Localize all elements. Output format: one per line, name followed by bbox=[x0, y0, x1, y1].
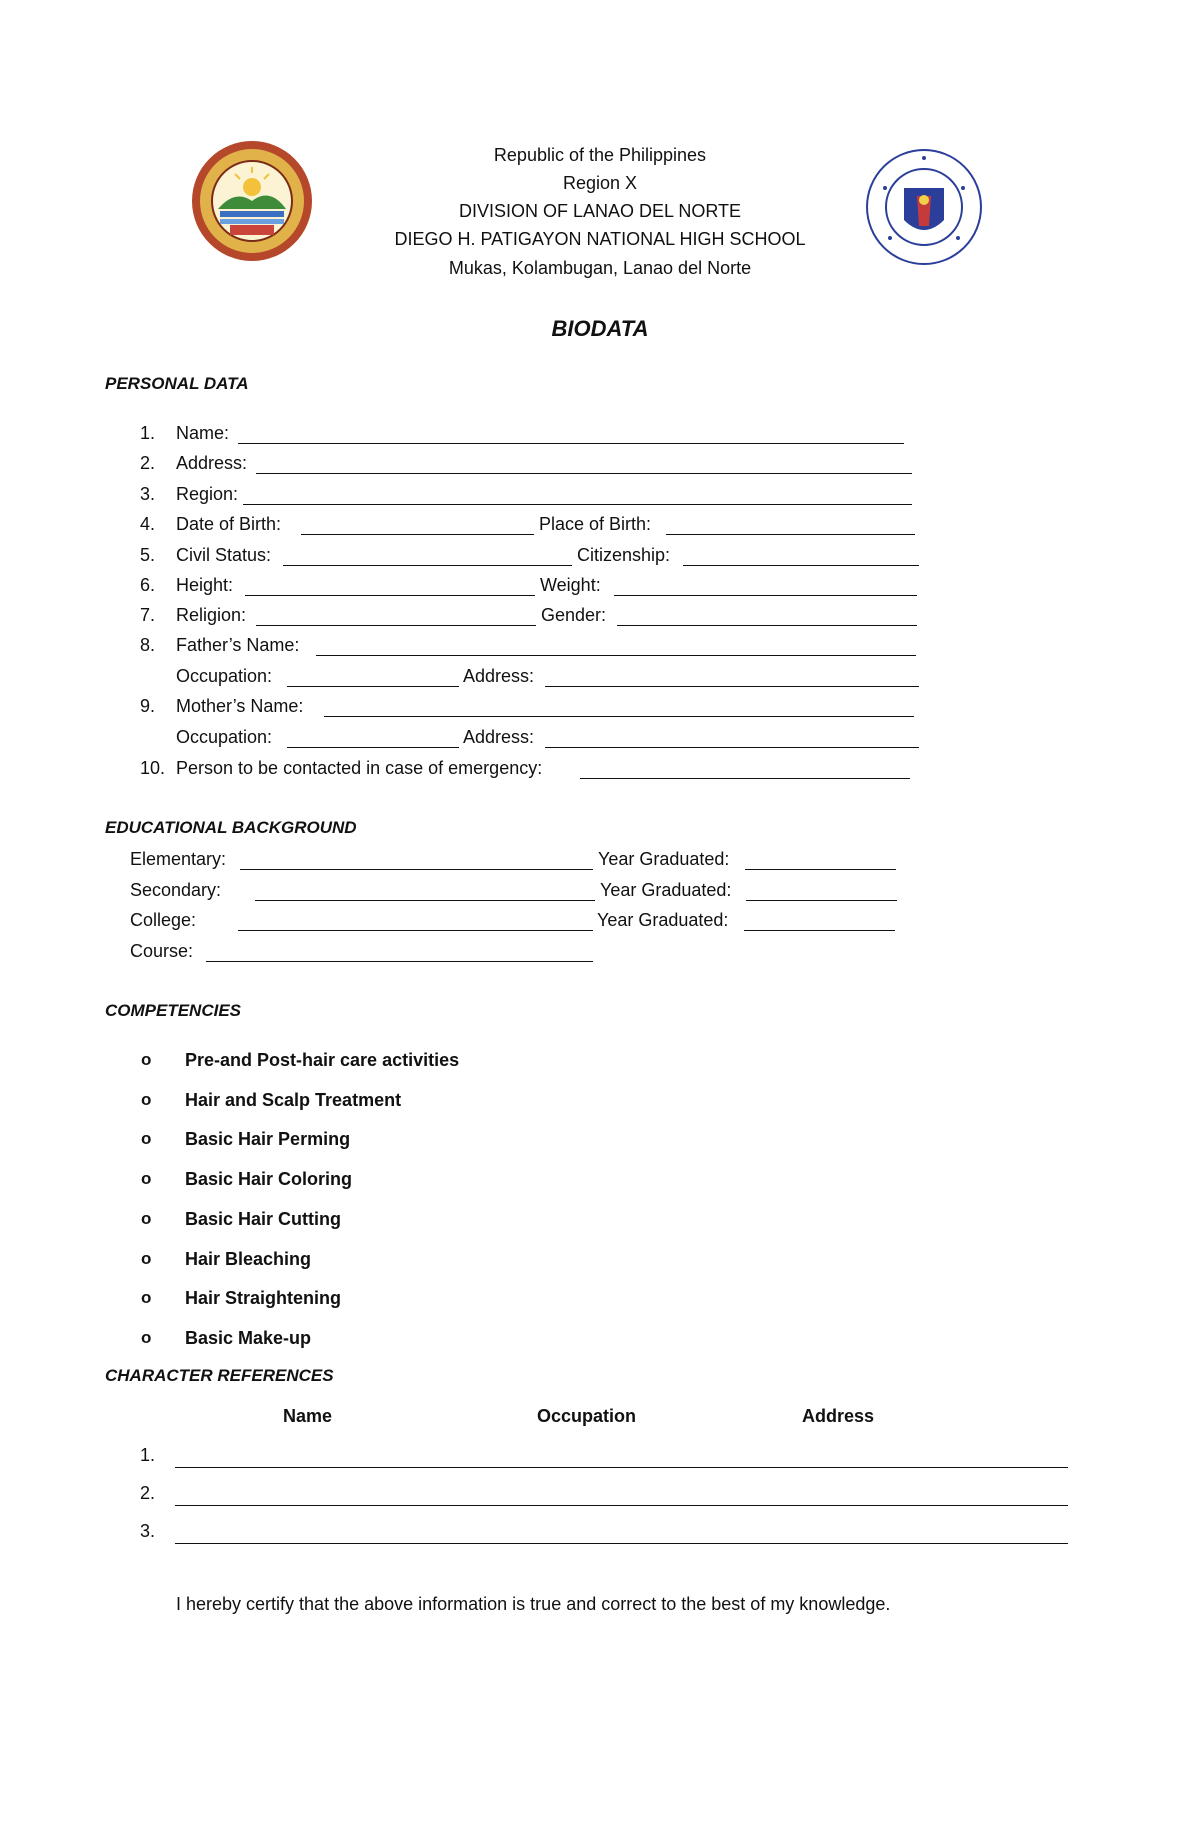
mother-name-label: Mother’s Name: bbox=[176, 696, 304, 716]
reference-number: 2. bbox=[140, 1483, 156, 1503]
item-number: 5. bbox=[140, 545, 156, 565]
item-number: 6. bbox=[140, 575, 156, 595]
competency-item: Basic Hair Perming bbox=[185, 1129, 351, 1149]
item-number: 2. bbox=[140, 453, 156, 473]
pob-field[interactable] bbox=[666, 534, 915, 535]
elementary-year-field[interactable] bbox=[745, 869, 896, 870]
reference-number: 1. bbox=[140, 1445, 156, 1465]
mother-occupation-field[interactable] bbox=[287, 747, 459, 748]
reference-line-1[interactable] bbox=[175, 1467, 1068, 1468]
references-heading: CHARACTER REFERENCES bbox=[105, 1366, 334, 1385]
father-name-label: Father’s Name: bbox=[176, 635, 300, 655]
course-field[interactable] bbox=[206, 961, 593, 962]
competency-item: Pre-and Post-hair care activities bbox=[185, 1050, 460, 1070]
mother-occupation-label: Occupation: bbox=[176, 727, 273, 747]
item-number: 10. bbox=[140, 758, 166, 778]
father-occupation-field[interactable] bbox=[287, 686, 459, 687]
header-republic: Republic of the Philippines bbox=[493, 145, 707, 165]
elementary-year-label: Year Graduated: bbox=[598, 849, 730, 869]
college-year-field[interactable] bbox=[744, 930, 895, 931]
name-label: Name: bbox=[176, 423, 230, 443]
region-field[interactable] bbox=[243, 504, 912, 505]
secondary-year-field[interactable] bbox=[746, 900, 897, 901]
father-address-field[interactable] bbox=[545, 686, 919, 687]
certification-statement: I hereby certify that the above information is true and correct to the best of my knowledge. bbox=[176, 1594, 891, 1614]
personal-data-heading: PERSONAL DATA bbox=[105, 374, 249, 393]
address-field[interactable] bbox=[256, 473, 912, 474]
header-school: DIEGO H. PATIGAYON NATIONAL HIGH SCHOOL bbox=[394, 229, 806, 249]
civil-status-label: Civil Status: bbox=[176, 545, 272, 565]
citizenship-field[interactable] bbox=[683, 565, 919, 566]
mother-address-label: Address: bbox=[463, 727, 535, 747]
item-number: 7. bbox=[140, 605, 156, 625]
dob-label: Date of Birth: bbox=[176, 514, 282, 534]
pob-label: Place of Birth: bbox=[539, 514, 652, 534]
item-number: 3. bbox=[140, 484, 156, 504]
weight-field[interactable] bbox=[614, 595, 917, 596]
bullet-icon: o bbox=[141, 1090, 152, 1109]
bullet-icon: o bbox=[141, 1169, 152, 1188]
reference-line-2[interactable] bbox=[175, 1505, 1068, 1506]
college-year-label: Year Graduated: bbox=[597, 910, 729, 930]
college-label: College: bbox=[130, 910, 197, 930]
height-field[interactable] bbox=[245, 595, 535, 596]
bullet-icon: o bbox=[141, 1288, 152, 1307]
elementary-label: Elementary: bbox=[130, 849, 227, 869]
bullet-icon: o bbox=[141, 1249, 152, 1268]
item-number: 8. bbox=[140, 635, 156, 655]
gender-field[interactable] bbox=[617, 625, 917, 626]
address-label: Address: bbox=[176, 453, 248, 473]
gender-label: Gender: bbox=[541, 605, 607, 625]
bullet-icon: o bbox=[141, 1209, 152, 1228]
reference-number: 3. bbox=[140, 1521, 156, 1541]
competency-item: Hair and Scalp Treatment bbox=[185, 1090, 402, 1110]
name-field[interactable] bbox=[238, 443, 904, 444]
header-region: Region X bbox=[562, 173, 638, 193]
bullet-icon: o bbox=[141, 1129, 152, 1148]
dob-field[interactable] bbox=[301, 534, 534, 535]
competency-item: Basic Hair Coloring bbox=[185, 1169, 353, 1189]
mother-name-field[interactable] bbox=[324, 716, 914, 717]
height-label: Height: bbox=[176, 575, 234, 595]
competency-item: Basic Make-up bbox=[185, 1328, 312, 1348]
references-column-occupation: Occupation bbox=[537, 1406, 637, 1426]
mother-address-field[interactable] bbox=[545, 747, 919, 748]
header-division: DIVISION OF LANAO DEL NORTE bbox=[458, 201, 742, 221]
course-label: Course: bbox=[130, 941, 194, 961]
item-number: 1. bbox=[140, 423, 156, 443]
father-occupation-label: Occupation: bbox=[176, 666, 273, 686]
elementary-field[interactable] bbox=[240, 869, 593, 870]
competency-item: Hair Bleaching bbox=[185, 1249, 312, 1269]
secondary-field[interactable] bbox=[255, 900, 595, 901]
secondary-year-label: Year Graduated: bbox=[600, 880, 732, 900]
reference-line-3[interactable] bbox=[175, 1543, 1068, 1544]
competency-item: Basic Hair Cutting bbox=[185, 1209, 342, 1229]
secondary-label: Secondary: bbox=[130, 880, 222, 900]
references-column-name: Name bbox=[283, 1406, 333, 1426]
religion-field[interactable] bbox=[256, 625, 536, 626]
item-number: 9. bbox=[140, 696, 156, 716]
item-number: 4. bbox=[140, 514, 156, 534]
religion-label: Religion: bbox=[176, 605, 247, 625]
father-address-label: Address: bbox=[463, 666, 535, 686]
civil-status-field[interactable] bbox=[283, 565, 572, 566]
weight-label: Weight: bbox=[540, 575, 601, 595]
bullet-icon: o bbox=[141, 1328, 152, 1347]
emergency-contact-field[interactable] bbox=[580, 778, 910, 779]
references-column-address: Address bbox=[802, 1406, 875, 1426]
page-title: BIODATA bbox=[551, 316, 649, 341]
bullet-icon: o bbox=[141, 1050, 152, 1069]
emergency-contact-label: Person to be contacted in case of emergency: bbox=[176, 758, 543, 778]
header-address: Mukas, Kolambugan, Lanao del Norte bbox=[448, 258, 752, 278]
education-heading: EDUCATIONAL BACKGROUND bbox=[105, 818, 357, 837]
college-field[interactable] bbox=[238, 930, 593, 931]
citizenship-label: Citizenship: bbox=[577, 545, 671, 565]
father-name-field[interactable] bbox=[316, 655, 916, 656]
region-label: Region: bbox=[176, 484, 239, 504]
competencies-heading: COMPETENCIES bbox=[105, 1001, 242, 1020]
competency-item: Hair Straightening bbox=[185, 1288, 342, 1308]
